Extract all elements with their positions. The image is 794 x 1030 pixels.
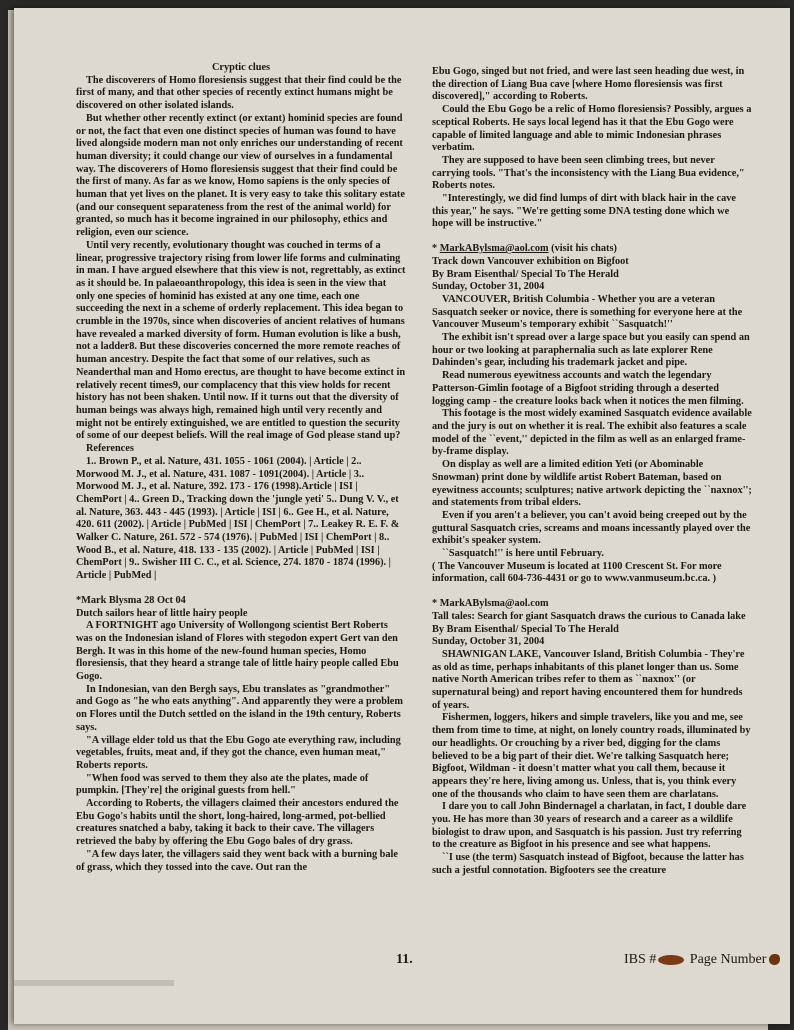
bleed-through-text: [14, 980, 174, 986]
contact-email: * MarkABylsma@aol.com: [432, 598, 549, 610]
paragraph: In Indonesian, van den Bergh says, Ebu translates as "grandmother" and Gogo as "he who eats anything". And apparently they were a problem on Flores until the Dutch settled on the island in the 19th century, Roberts says.: [76, 683, 403, 733]
dateline: Sunday, October 31, 2004: [432, 281, 545, 293]
page-number: 11.: [396, 952, 413, 967]
byline: By Bram Eisenthal/ Special To The Herald: [432, 623, 619, 635]
references-heading: References: [86, 443, 134, 455]
paragraph: SHAWNIGAN LAKE, Vancouver Island, British Columbia - They're as old as time, perhaps inhabitants of this planet longer than us. Some native North American tribes refer to them as ``naxnox'' (or supernatural being) and report having encountered them for hundreds of years.: [432, 648, 745, 711]
paragraph: ``Sasquatch!'' is here until February.: [442, 548, 604, 560]
ink-blot-icon: [658, 955, 684, 965]
star-bullet: *: [432, 243, 440, 255]
paragraph: Until very recently, evolutionary thought was couched in terms of a linear, progressive trajectory rising from lower life forms and culminating in man. I have argued elsewhere that this view is not, regrettably, as extinct as it should be. In palaeoanthropology, this idea is seen in the view that only one species of hominid has existed at any one time, each one succeeding the next in a scheme of orderly replacement. This idea began to crumble in the 1970s, since when discoveries of ancient relatives of humans have revealed a marked diversity of form. Human evolution is like a bush, not a ladder8. But these discoveries concerned the more remote reaches of human ancestry. Despite the fact that some of our relatives, such as Neanderthal man and Homo erectus, are thought to have become extinct in relatively recent times9, our complacency that this view holds for recent history has not been shaken. Until now. If it turns out that the diversity of human beings was always high, remained high until very recently and might not be entirely extinguished, we are entitled to question the security of some of our deepest beliefs. Will the real image of God please stand up?: [76, 239, 406, 442]
email-note: (visit his chats): [548, 243, 617, 255]
ibs-prefix: IBS #: [624, 952, 657, 967]
paragraph: A FORTNIGHT ago University of Wollongong scientist Bert Roberts was on the Indonesian island of Flores with stegodon expert Gert van den Bergh. It was in this home of the new-found human species, Homo floresiensis, that they heard a strange tale of little hairy people called Ebu Gogo.: [76, 620, 399, 683]
byline: By Bram Eisenthal/ Special To The Herald: [432, 268, 619, 280]
paragraph: On display as well are a limited edition Yeti (or Abominable Snowman) print done by wildlife artist Robert Bateman, based on eyewitness accounts; sculptures; native artwork depicting the ``naxnox''; and statements from tribal elders.: [432, 459, 752, 509]
email-link[interactable]: MarkABylsma@aol.com: [439, 243, 549, 255]
paragraph: ``I use (the term) Sasquatch instead of Bigfoot, because the latter has such a jestful connotation. Bigfooters see the creature: [432, 852, 744, 876]
paragraph: "When food was served to them they also ate the plates, made of pumpkin. [They're] the original guests from hell.": [76, 772, 369, 797]
paragraph: I dare you to call John Bindernagel a charlatan, in fact, I double dare you. He has more than 30 years of research and a career as a wildlife biologist to draw upon, and Sasquatch is his passion. Just try referring to the creature as Bigfoot in his presence and see what happens.: [432, 801, 747, 851]
paragraph: They are supposed to have been seen climbing trees, but never carrying tools. "That's the inconsistency with the Liang Bua evidence," Roberts notes.: [432, 154, 745, 192]
paragraph: This footage is the most widely examined Sasquatch evidence available and the jury is out on whether it is real. The exhibit also features a scale model of the ``event,'' depicted in the film as well as an enlarged frame-by-frame display.: [432, 408, 752, 458]
ink-blot-icon: [769, 954, 780, 965]
article-headline: Tall tales: Search for giant Sasquatch draws the curious to Canada lake: [432, 610, 746, 622]
ibs-page-label: [624, 952, 780, 968]
left-column: [76, 62, 406, 874]
article-title-cryptic-clues: Cryptic clues: [211, 62, 271, 73]
paragraph: But whether other recently extinct (or extant) hominid species are found or not, the fact that even one distinct species of human was found to have lived alongside modern man not only enriches our understanding of recent human diversity; it could change our view of ourselves in a fundamental way. The discoverers of Homo floresiensis suggest that their find could be the first of many. As far as we know, Homo sapiens is the only species of human that yet lives on the planet. It is very easy to take this solitary estate (and our consequent separateness from the rest of the animal world) for granted, so much has it become ingrained in our philosophy, ethics and religion, even our science.: [76, 112, 405, 239]
references-list: 1.. Brown P., et al. Nature, 431. 1055 - 1061 (2004). | Article | 2.. Morwood M. J., et al. Nature, 431. 1087 - 1091(2004). | Article | 3.. Morwood M. J., et al. Nature, 392. 173 - 176 (1998).Article | ISI | ChemPort | 4.. Green D., Tracking down the 'jungle yeti' 5.. Dung V. V., et al. Nature, 363. 443 - 445 (1993). | Article | ISI | 6.. Gee H., et al. Nature, 420. 611 (2002). | Article | PubMed | ISI | ChemPort | 7.. Leakey R. E. F. & Walker C. Nature, 261. 572 - 574 (1976). | PubMed | ISI | ChemPort | 8.. Wood B., et al. Nature, 418. 133 - 135 (2002). | Article | PubMed | ISI | ChemPort | 9.. Swisher III C. C., et al. Science, 274. 1870 - 1874 (1996). | Article | PubMed |: [76, 455, 400, 582]
paragraph: Could the Ebu Gogo be a relic of Homo floresiensis? Possibly, argues a sceptical Roberts. He says local legend has it that the Ebu Gogo were capable of limited language and able to mimic Indonesian phrases verbatim.: [432, 104, 752, 154]
newsletter-page: [14, 8, 790, 1024]
paragraph: According to Roberts, the villagers claimed their ancestors endured the Ebu Gogo's habits until the short, long-haired, long-armed, pot-bellied creatures snatched a baby, taking it back to their cave. The villagers retrieved the baby by offering the Ebu Gogo bales of dry grass.: [76, 798, 399, 848]
paragraph: ( The Vancouver Museum is located at 1100 Crescent St. For more information, call 604-736-4431 or go to www.vanmuseum.bc.ca. ): [432, 560, 722, 585]
ibs-suffix: Page Number: [686, 952, 767, 967]
paragraph: Fishermen, loggers, hikers and simple travelers, like you and me, see them from time to time, at night, on lonely country roads, illuminated by our headlights. Or crouching by a river bed, digging for the clams believed to be a big part of their diet. We're talking Sasquatch here; Bigfoot, Wildman - it doesn't matter what you call them, because it appears they're here, living among us. Unless, that is, you think every one of the thousands who claim to have seen them are charlatans.: [432, 712, 751, 800]
article-headline: Dutch sailors hear of little hairy people: [76, 607, 248, 619]
byline: *Mark Blysma 28 Oct 04: [76, 594, 186, 606]
paragraph: "Interestingly, we did find lumps of dirt with black hair in the cave this year," he says. "We're getting some DNA testing done which we hope will be instructive.": [432, 193, 736, 230]
paragraph: Ebu Gogo, singed but not fried, and were last seen heading due west, in the direction of Liang Bua cave [where Homo floresiensis was first discovered]," according to Roberts.: [432, 66, 745, 103]
paragraph: "A village elder told us that the Ebu Gogo ate everything raw, including vegetables, fruits, meat and, if they got the chance, even human meat," Roberts reports.: [76, 734, 401, 771]
right-column: [432, 66, 752, 878]
page-footer: [14, 952, 790, 976]
contact-line: [432, 243, 752, 256]
paragraph: "A few days later, the villagers said they went back with a burning bale of grass, which they tossed into the cave. Out ran the: [76, 848, 398, 873]
dateline: Sunday, October 31, 2004: [432, 636, 545, 648]
paragraph: The exhibit isn't spread over a large space but you easily can spend an hour or two looking at paraphernalia such as late explorer Rene Dahinden's gear, including his trademark jacket and pipe.: [432, 332, 750, 369]
paragraph: Even if you aren't a believer, you can't avoid being creeped out by the guttural Sasquatch cries, screams and moans incessantly played over the exhibit's speaker system.: [432, 509, 751, 547]
paragraph: The discoverers of Homo floresiensis suggest that their find could be the first of many, and that other species of recently extinct humans might be discovered on other isolated islands.: [76, 74, 402, 112]
paragraph: VANCOUVER, British Columbia - Whether you are a veteran Sasquatch seeker or novice, there is something for everyone here at the Vancouver Museum's temporary exhibit ``Sasquatch!'': [432, 293, 743, 331]
article-headline: Track down Vancouver exhibition on Bigfoot: [432, 255, 629, 267]
paragraph: Read numerous eyewitness accounts and watch the legendary Patterson-Gimlin footage of a Bigfoot striding through a deserted logging camp - the creature looks back when it notices the men filming.: [432, 370, 744, 407]
